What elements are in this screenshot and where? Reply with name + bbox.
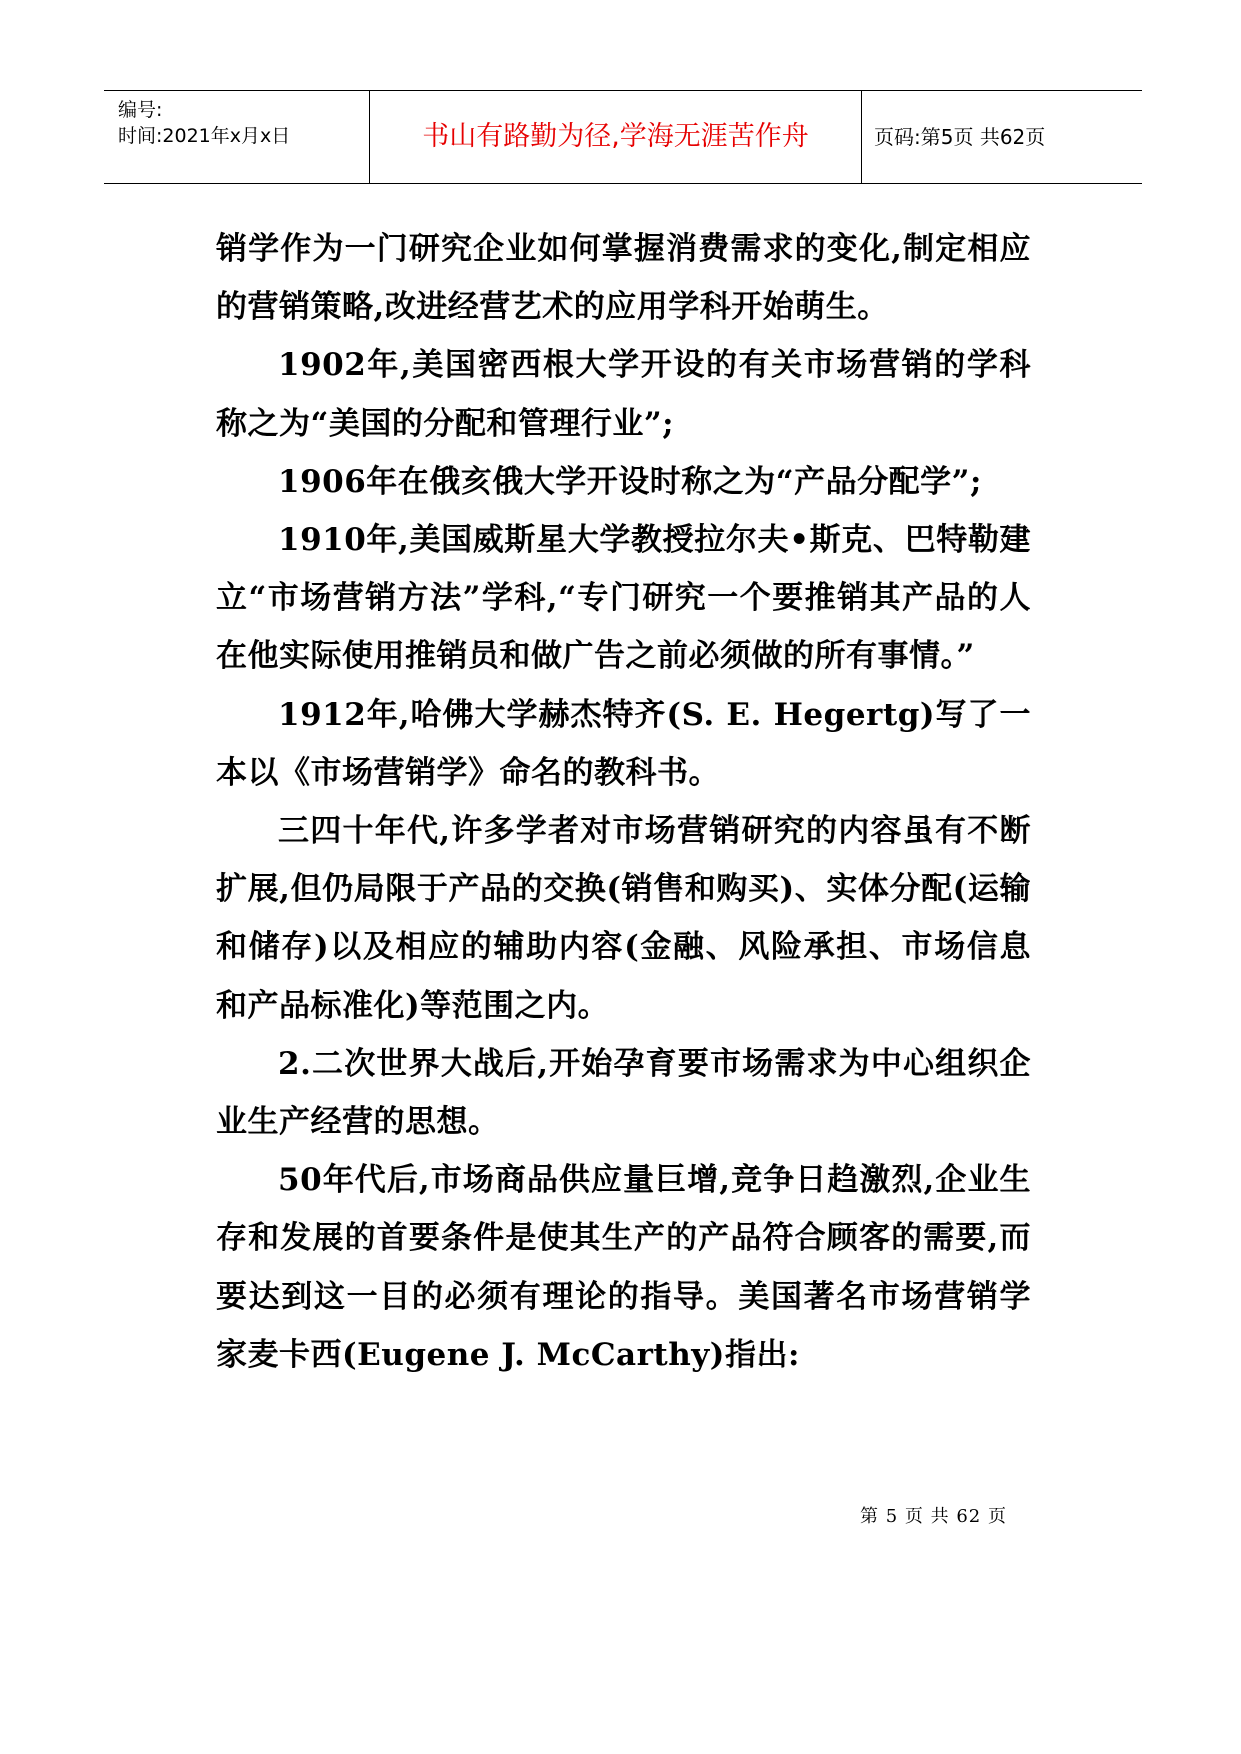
header-divider-right bbox=[861, 91, 862, 183]
paragraph: 1902年,美国密西根大学开设的有关市场营销的学科称之为“美国的分配和管理行业”; bbox=[216, 347, 1031, 442]
paragraph: 1910年,美国威斯星大学教授拉尔夫•斯克、巴特勒建立“市场营销方法”学科,“专门研究一个要推销其产品的人在他实际使用推销员和做广告之前必须做的所有事情。” bbox=[216, 522, 1031, 675]
paragraph: 50年代后,市场商品供应量巨增,竞争日趋激烈,企业生存和发展的首要条件是使其生产的产品符合顾客的需要,而要达到这一目的必须有理论的指导。美国著名市场营销学家麦卡西(Eugene J. McCarthy)指出: bbox=[216, 1162, 1031, 1373]
time-label: 时间:2021年x月x日 bbox=[118, 125, 291, 147]
paragraph: 1906年在俄亥俄大学开设时称之为“产品分配学”; bbox=[278, 463, 982, 500]
paragraph-continuation: 销学作为一门研究企业如何掌握消费需求的变化,制定相应的营销策略,改进经营艺术的应用学科开始萌生。 bbox=[216, 231, 1031, 326]
header-motto: 书山有路勤为径,学海无涯苦作舟 bbox=[422, 121, 809, 152]
document-body bbox=[216, 220, 1031, 1384]
serial-label: 编号: bbox=[118, 99, 163, 121]
paragraph: 三四十年代,许多学者对市场营销研究的内容虽有不断扩展,但仍局限于产品的交换(销售和购买)、实体分配(运输和储存)以及相应的辅助内容(金融、风险承担、市场信息和产品标准化)等范围之内。 bbox=[216, 813, 1031, 1024]
page-footer: 第 5 页 共 62 页 bbox=[860, 1506, 1007, 1527]
section-heading: 2.二次世界大战后,开始孕育要市场需求为中心组织企业生产经营的思想。 bbox=[216, 1045, 1031, 1141]
page-header bbox=[104, 90, 1142, 184]
paragraph: 1912年,哈佛大学赫杰特齐(S. E. Hegertg)写了一本以《市场营销学》命名的教科书。 bbox=[216, 696, 1031, 791]
header-page-info: 页码:第5页 共62页 bbox=[874, 125, 1046, 149]
